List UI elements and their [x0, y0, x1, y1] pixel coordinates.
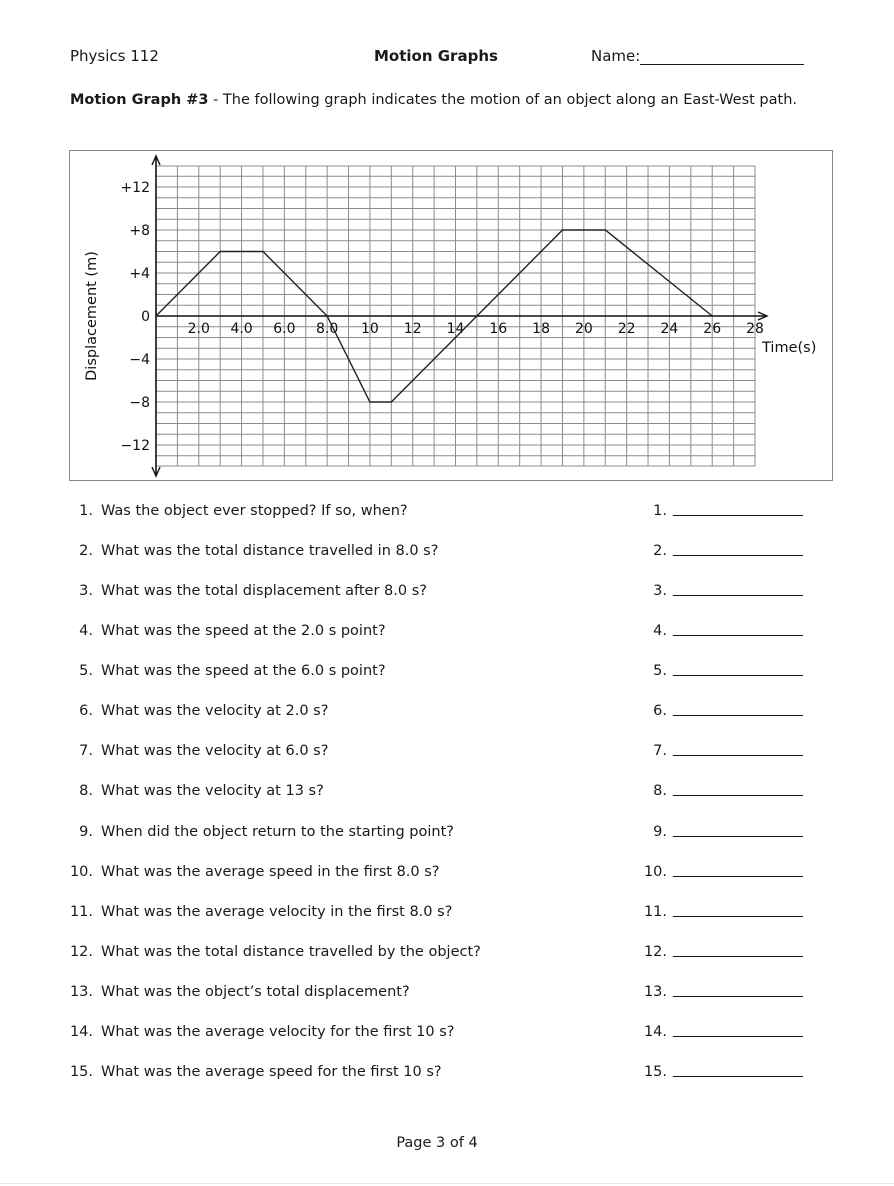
answer-number: 13. — [643, 984, 667, 1000]
y-tick-label: −8 — [129, 395, 150, 411]
answer-number: 7. — [653, 743, 667, 759]
x-axis-title: Time(s) — [762, 340, 817, 356]
course-label: Physics 112 — [70, 47, 159, 65]
answer-number: 8. — [653, 783, 667, 799]
answer-line[interactable] — [673, 515, 803, 516]
question-number: 13. — [69, 984, 93, 1000]
question-text: When did the object return to the starting point? — [101, 824, 454, 840]
motion-graph — [0, 0, 894, 500]
answer-number: 15. — [643, 1064, 667, 1080]
x-tick-label: 16 — [489, 321, 508, 337]
x-tick-label: 8.0 — [316, 321, 339, 337]
answer-number: 14. — [643, 1024, 667, 1040]
answer-line[interactable] — [673, 635, 803, 636]
question-number: 3. — [79, 583, 93, 599]
answer-line[interactable] — [673, 675, 803, 676]
answer-number: 6. — [653, 703, 667, 719]
question-number: 10. — [69, 864, 93, 880]
answer-number: 10. — [643, 864, 667, 880]
x-tick-label: 10 — [361, 321, 379, 337]
question-number: 12. — [69, 944, 93, 960]
y-tick-label: +4 — [129, 266, 150, 282]
answer-number: 1. — [653, 503, 667, 519]
answer-number: 3. — [653, 583, 667, 599]
x-tick-label: 24 — [660, 321, 679, 337]
answer-line[interactable] — [673, 996, 803, 997]
page-title: Motion Graphs — [374, 47, 498, 65]
question-number: 5. — [79, 663, 93, 679]
x-tick-label: 2.0 — [187, 321, 210, 337]
graph-label: Motion Graph #3 — [70, 92, 209, 108]
answer-number: 4. — [653, 623, 667, 639]
answer-line[interactable] — [673, 795, 803, 796]
question-text: What was the velocity at 13 s? — [101, 783, 324, 799]
x-tick-label: 14 — [446, 321, 465, 337]
answer-number: 9. — [653, 824, 667, 840]
question-text: What was the average speed in the first 8.0 s? — [101, 864, 440, 880]
question-text: Was the object ever stopped? If so, when? — [101, 503, 408, 519]
question-text: What was the total distance travelled in 8.0 s? — [101, 543, 439, 559]
x-tick-label: 18 — [532, 321, 550, 337]
x-tick-label: 12 — [403, 321, 422, 337]
question-text: What was the average velocity in the first 8.0 s? — [101, 904, 453, 920]
answer-number: 2. — [653, 543, 667, 559]
question-number: 2. — [79, 543, 93, 559]
question-text: What was the average velocity for the first 10 s? — [101, 1024, 455, 1040]
answer-line[interactable] — [673, 715, 803, 716]
question-text: What was the speed at the 2.0 s point? — [101, 623, 386, 639]
question-text: What was the velocity at 2.0 s? — [101, 703, 329, 719]
x-tick-label: 4.0 — [230, 321, 253, 337]
page-edge — [0, 1183, 894, 1184]
question-text: What was the speed at the 6.0 s point? — [101, 663, 386, 679]
question-number: 4. — [79, 623, 93, 639]
y-tick-label: +12 — [120, 180, 150, 196]
answer-line[interactable] — [673, 755, 803, 756]
question-number: 14. — [69, 1024, 93, 1040]
y-axis-title: Displacement (m) — [84, 251, 100, 381]
y-tick-label: −4 — [129, 352, 150, 368]
question-text: What was the object’s total displacement? — [101, 984, 410, 1000]
answer-number: 12. — [643, 944, 667, 960]
answer-line[interactable] — [673, 1036, 803, 1037]
y-tick-label: +8 — [129, 223, 150, 239]
question-number: 8. — [79, 783, 93, 799]
question-text: What was the velocity at 6.0 s? — [101, 743, 329, 759]
page-number: Page 3 of 4 — [396, 1135, 478, 1151]
answer-number: 5. — [653, 663, 667, 679]
question-text: What was the average speed for the first 10 s? — [101, 1064, 442, 1080]
question-number: 7. — [79, 743, 93, 759]
question-number: 6. — [79, 703, 93, 719]
answer-line[interactable] — [673, 1076, 803, 1077]
x-tick-label: 6.0 — [273, 321, 296, 337]
answer-line[interactable] — [673, 956, 803, 957]
answer-line[interactable] — [673, 555, 803, 556]
y-tick-label: −12 — [120, 438, 150, 454]
answer-number: 11. — [643, 904, 667, 920]
intro-text: - The following graph indicates the motion of an object along an East-West path. — [208, 92, 797, 108]
y-tick-label: 0 — [141, 309, 150, 325]
x-tick-label: 26 — [703, 321, 722, 337]
answer-line[interactable] — [673, 876, 803, 877]
x-tick-label: 20 — [574, 321, 593, 337]
answer-line[interactable] — [673, 836, 803, 837]
name-label: Name: — [591, 47, 641, 65]
x-tick-label: 28 — [746, 321, 764, 337]
x-tick-label: 22 — [617, 321, 636, 337]
question-number: 1. — [79, 503, 93, 519]
question-text: What was the total displacement after 8.0 s? — [101, 583, 427, 599]
question-number: 9. — [79, 824, 93, 840]
question-text: What was the total distance travelled by the object? — [101, 944, 481, 960]
answer-line[interactable] — [673, 595, 803, 596]
question-number: 15. — [69, 1064, 93, 1080]
answer-line[interactable] — [673, 916, 803, 917]
question-number: 11. — [69, 904, 93, 920]
